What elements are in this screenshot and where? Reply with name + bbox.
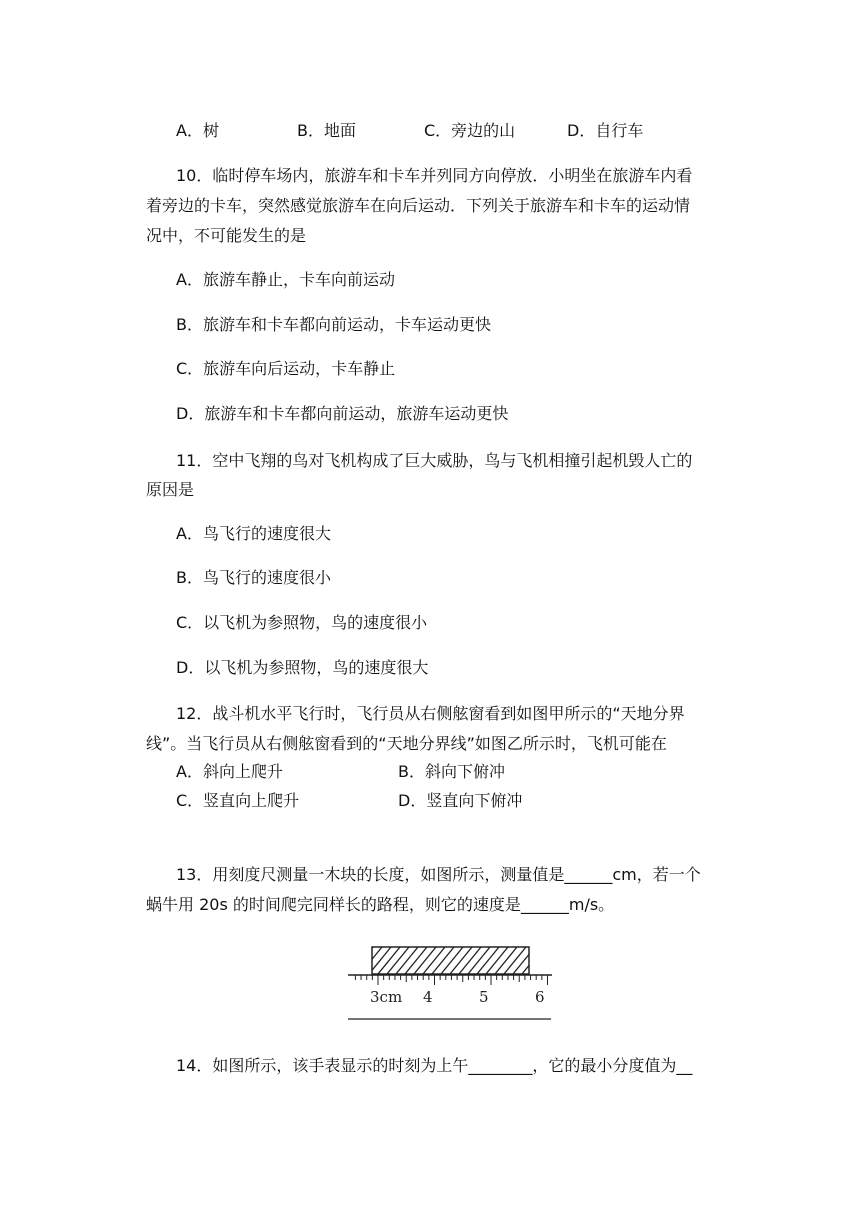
q9-option-b: B．地面 [297, 121, 356, 140]
hatch-line [477, 947, 499, 974]
q12-option-c: C．竖直向上爬升 [176, 791, 300, 810]
hatch-line [531, 947, 553, 974]
q11-stem-line-1: 11．空中飞翔的鸟对飞机构成了巨大威胁，鸟与飞机相撞引起机毁人亡的 [176, 451, 693, 470]
ruler-label-6: 6 [535, 988, 545, 1006]
hatch-line [396, 947, 418, 974]
hatch-line [459, 947, 481, 974]
q13-stem-line-1: 13．用刻度尺测量一木块的长度，如图所示，测量值是______cm，若一个 [176, 865, 701, 884]
q9-option-c: C．旁边的山 [424, 121, 516, 140]
hatch-line [405, 947, 427, 974]
q13-stem-line-2: 蜗牛用 20s 的时间爬完同样长的路程，则它的速度是______m/s。 [146, 895, 615, 914]
q12-stem-line-1: 12．战斗机水平飞行时，飞行员从右侧舷窗看到如图甲所示的“天地分界 [176, 704, 685, 723]
hatch-line [378, 947, 400, 974]
hatch-line [468, 947, 490, 974]
q10-option-a: A．旅游车静止，卡车向前运动 [176, 270, 395, 289]
ruler-ticks [355, 975, 547, 985]
ruler-label-4: 4 [423, 988, 433, 1006]
hatch-line [495, 947, 517, 974]
hatch-line [513, 947, 535, 974]
ruler-label-3cm: 3cm [370, 988, 403, 1006]
hatch-line [450, 947, 472, 974]
hatch-line [549, 947, 560, 974]
q10-option-d: D．旅游车和卡车都向前运动，旅游车运动更快 [176, 404, 509, 423]
hatch-line [432, 947, 454, 974]
hatch-line [504, 947, 526, 974]
hatch-line [540, 947, 560, 974]
hatch-line [423, 947, 445, 974]
ruler-figure [340, 942, 560, 1027]
q12-option-b: B．斜向下俯冲 [398, 762, 505, 781]
hatch-line [414, 947, 436, 974]
q14-stem-line-1: 14．如图所示，该手表显示的时刻为上午________，它的最小分度值为__ [176, 1056, 693, 1075]
hatch-line [342, 947, 364, 974]
q10-option-c: C．旅游车向后运动，卡车静止 [176, 359, 396, 378]
q9-option-d: D．自行车 [567, 121, 644, 140]
hatch-line [558, 947, 560, 974]
q11-stem-line-2: 原因是 [146, 480, 195, 499]
hatch-line [441, 947, 463, 974]
q10-stem-line-1: 10．临时停车场内，旅游车和卡车并列同方向停放．小明坐在旅游车内看 [176, 166, 693, 185]
q12-stem-line-2: 线”。当飞行员从右侧舷窗看到的“天地分界线”如图乙所示时，飞机可能在 [146, 734, 667, 753]
q11-option-b: B．鸟飞行的速度很小 [176, 568, 331, 587]
hatch-line [486, 947, 508, 974]
q11-option-a: A．鸟飞行的速度很大 [176, 524, 331, 543]
hatch-line [387, 947, 409, 974]
q10-option-b: B．旅游车和卡车都向前运动，卡车运动更快 [176, 315, 491, 334]
wood-block [342, 947, 560, 974]
q12-option-d: D．竖直向下俯冲 [398, 791, 523, 810]
q9-option-a: A．树 [176, 121, 219, 140]
q12-option-a: A．斜向上爬升 [176, 762, 283, 781]
q11-option-d: D．以飞机为参照物，鸟的速度很大 [176, 658, 429, 677]
hatch-line [360, 947, 382, 974]
hatch-line [522, 947, 544, 974]
q10-stem-line-3: 况中，不可能发生的是 [146, 226, 307, 245]
q11-option-c: C．以飞机为参照物，鸟的速度很小 [176, 613, 428, 632]
q10-stem-line-2: 着旁边的卡车，突然感觉旅游车在向后运动．下列关于旅游车和卡车的运动情 [146, 196, 691, 215]
ruler-label-5: 5 [479, 988, 489, 1006]
hatch-line [351, 947, 373, 974]
